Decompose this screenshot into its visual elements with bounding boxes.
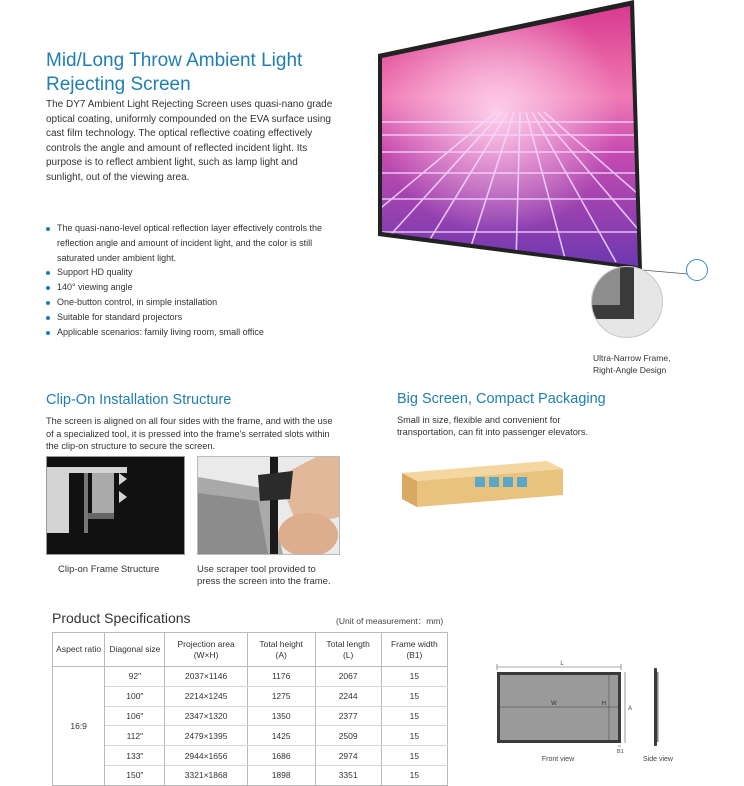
table-row [53,765,448,785]
length-cell: 2509 [315,726,381,746]
label-l: L [560,661,564,667]
package-symbol-icon [489,477,499,487]
clip-on-text: The screen is aligned on all four sides with the frame, and with the use of a specialized tool, it is pressed into the frame's serrated slots within the clip-on structure to secure the screen. [46,416,333,451]
frame-cell: 15 [381,746,447,766]
cardboard-box-icon [397,455,567,511]
detail-circle-icon [686,259,708,281]
dimension-diagram [488,656,688,768]
frame-caption [593,353,670,376]
table-row [53,686,448,706]
col-diagonal-size: Diagonal size [105,633,165,667]
diagonal-cell: 150" [105,765,165,785]
col-frame-width-line-2: (B1) [406,649,423,660]
diagonal-cell: 133" [105,746,165,766]
aspect-ratio-cell: 16:9 [53,667,105,786]
length-cell: 2377 [315,706,381,726]
label-a: A [628,706,633,712]
frame-cell: 15 [381,706,447,726]
feature-item: Support HD quality [46,265,326,280]
col-aspect-ratio: Aspect ratio [53,633,105,667]
screen-product-image [376,0,744,380]
package-symbol-icon [503,477,513,487]
diagonal-cell: 112" [105,726,165,746]
table-row [53,726,448,746]
frame-caption-line-1: Ultra-Narrow Frame, [593,353,671,363]
col-total-length [315,633,381,667]
clip-on-frame-diagram [46,456,185,555]
length-cell: 2974 [315,746,381,766]
feature-item: Suitable for standard projectors [46,310,326,325]
packaging-title: Big Screen, Compact Packaging [397,391,606,407]
col-total-height-line-2: (A) [275,649,287,660]
side-view-label: Side view [643,756,673,763]
feature-list [46,221,326,339]
area-cell: 2214×1245 [165,686,247,706]
diagonal-cell: 92" [105,667,165,687]
packaging-text: Small in size, flexible and convenient for transportation, can fit into passenger elevators. [397,415,589,438]
spec-header-row [53,633,448,667]
feature-item: One-button control, in simple installation [46,295,326,310]
area-cell: 2037×1146 [165,667,247,687]
frame-cell: 15 [381,765,447,785]
area-cell: 2944×1656 [165,746,247,766]
front-view-label: Front view [541,756,575,763]
package-symbol-icon [475,477,485,487]
height-cell: 1425 [247,726,315,746]
label-w: W [551,701,557,707]
clip-on-caption-right [197,564,331,588]
feature-item: 140° viewing angle [46,280,326,295]
length-cell: 3351 [315,765,381,785]
package-symbol-icon [517,477,527,487]
col-projection-area [165,633,247,667]
label-b1: B1 [617,749,624,755]
frame-cell: 15 [381,667,447,687]
scraper-tool-photo [197,456,340,555]
height-cell: 1176 [247,667,315,687]
height-cell: 1686 [247,746,315,766]
clip-on-caption-right-line-2: press the screen into the frame. [197,576,331,587]
height-cell: 1898 [247,765,315,785]
spec-table [52,632,448,786]
frame-corner-magnifier-icon [591,266,663,338]
description: The DY7 Ambient Light Rejecting Screen uses quasi-nano grade optical coating, uniformly compounded on the EVA surface using cast film technology. The optical reflective coating effectively controls the angle and amount of reflected incident light. Its purpose is to reflect ambient light, such as lamp light and sunlight, out of the viewing area. [46,99,333,183]
col-projection-area-line-1: Projection area [177,638,235,649]
col-total-length-line-1: Total length [326,638,370,649]
col-frame-width-line-1: Frame width [390,638,438,649]
frame-caption-line-2: Right-Angle Design [593,364,667,375]
table-row [53,667,448,687]
area-cell: 2347×1320 [165,706,247,726]
specs-unit-note: (Unit of measurement：mm) [336,616,444,626]
feature-item: The quasi-nano-level optical reflection layer effectively controls the reflection angle and amount of incident light, and the color is still saturated under ambient light. [46,221,326,265]
length-cell: 2067 [315,667,381,687]
col-projection-area-line-2: (W×H) [193,649,219,660]
clip-on-caption-left: Clip-on Frame Structure [58,564,160,575]
clip-on-caption-right-line-1: Use scraper tool provided to [197,564,316,575]
specs-title: Product Specifications [52,610,191,626]
feature-item: Applicable scenarios: family living room, small office [46,325,326,340]
col-total-height [247,633,315,667]
col-total-length-line-2: (L) [342,649,354,660]
height-cell: 1275 [247,686,315,706]
clip-on-title: Clip-On Installation Structure [46,392,232,408]
table-row [53,706,448,726]
col-frame-width [381,633,447,667]
title-line-1: Mid/Long Throw Ambient Light [46,50,303,71]
table-row [53,746,448,766]
diagonal-cell: 106" [105,706,165,726]
height-cell: 1350 [247,706,315,726]
page-title [46,49,302,97]
area-cell: 2479×1395 [165,726,247,746]
label-h: H [601,701,606,707]
title-line-2: Rejecting Screen [46,74,191,95]
frame-cell: 15 [381,726,447,746]
area-cell: 3321×1868 [165,765,247,785]
frame-cell: 15 [381,686,447,706]
diagonal-cell: 100" [105,686,165,706]
length-cell: 2244 [315,686,381,706]
col-total-height-line-1: Total height [259,638,303,649]
